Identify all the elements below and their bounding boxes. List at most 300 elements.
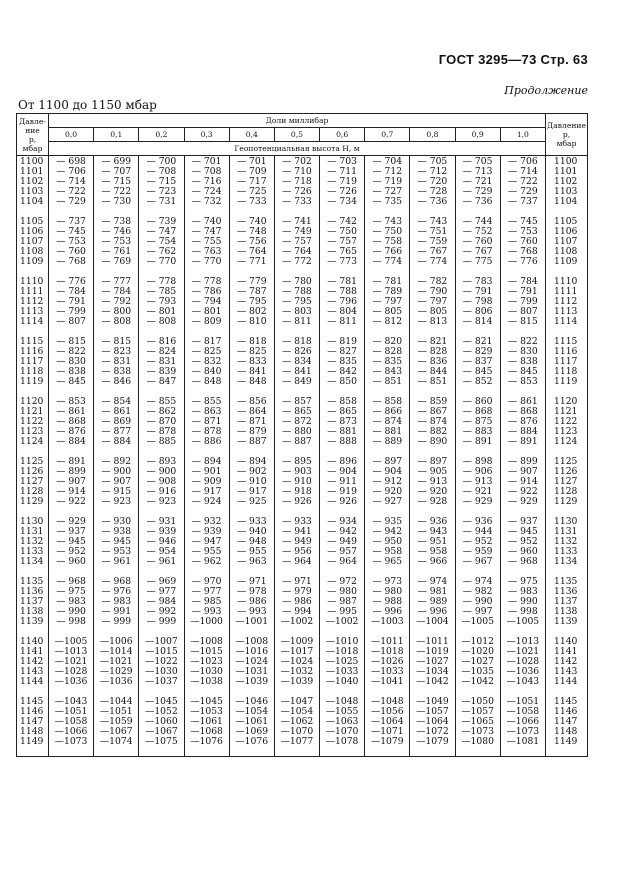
height-value: — 715 [101,176,132,187]
height-value: — 939 [146,526,177,537]
height-value: — 815 [101,336,132,347]
height-value: —1062 [280,716,314,727]
height-value: — 868 [462,406,493,417]
height-value: — 914 [508,476,538,487]
height-value: — 882 [417,426,448,437]
height-value: — 745 [508,216,538,227]
height-value: — 992 [146,606,177,617]
height-cell [365,276,410,336]
height-value: — 870 [146,416,177,427]
height-value: —1069 [235,726,269,737]
height-value: — 727 [372,186,403,197]
height-cell [455,156,500,217]
height-cell [274,456,319,516]
height-value: — 855 [146,396,177,407]
height-cell [274,696,319,757]
height-value: — 960 [508,546,538,557]
height-value: —1004 [416,616,449,627]
height-value: —1042 [416,676,449,687]
height-value: —1003 [371,616,404,627]
height-value: — 811 [327,316,357,327]
pressure-value: 1142 [554,656,578,667]
height-value: — 745 [56,226,86,237]
height-value: — 990 [56,606,86,617]
height-value: —1011 [416,636,449,647]
height-value: — 876 [508,416,538,427]
fraction-col-header: 0,6 [320,128,365,142]
height-value: — 846 [101,376,132,387]
height-value: —1002 [280,616,314,627]
height-value: — 916 [146,486,177,497]
height-value: —1009 [280,636,314,647]
height-cell [184,516,229,576]
height-value: — 874 [372,416,403,427]
pressure-value: 1125 [20,456,44,467]
fraction-col-header: 1,0 [500,128,545,142]
height-cell [229,156,274,217]
height-value: —1073 [54,736,88,747]
height-value: — 763 [191,246,222,257]
height-value: — 960 [56,556,86,567]
height-cell [365,516,410,576]
height-value: — 898 [462,456,493,467]
height-value: — 738 [101,216,132,227]
height-cell [49,216,94,276]
pressure-cell [17,216,49,276]
height-value: — 924 [191,496,222,507]
height-value: — 729 [508,186,538,197]
pressure-value: 1141 [20,646,44,657]
pressure-cell [17,336,49,396]
height-value: — 951 [417,536,448,547]
height-value: — 807 [56,316,86,327]
height-value: — 773 [327,256,357,267]
fraction-col-header: 0,2 [139,128,184,142]
height-value: — 964 [327,556,357,567]
height-value: — 868 [508,406,538,417]
left-pressure-header: Давле- ние p, мбар [17,114,49,156]
pressure-value: 1135 [20,576,44,587]
pressure-value: 1145 [554,696,578,707]
height-value: —1022 [145,656,178,667]
pressure-value: 1124 [554,436,578,447]
height-value: —1061 [190,716,223,727]
fraction-col-header: 0,1 [94,128,139,142]
height-value: — 998 [56,616,86,627]
height-value: — 724 [191,186,222,197]
height-value: — 780 [282,276,312,287]
pressure-value: 1144 [20,676,44,687]
height-value: — 947 [191,536,222,547]
height-value: — 735 [372,196,403,207]
height-value: — 897 [372,456,403,467]
height-value: — 910 [236,476,267,487]
height-cell [410,396,455,456]
height-value: —1008 [235,636,269,647]
table-row-block [17,396,588,456]
height-cell [184,576,229,636]
height-value: —1039 [280,676,314,687]
height-value: —1054 [280,706,314,717]
height-value: — 977 [191,586,222,597]
pressure-value: 1147 [554,716,578,727]
pressure-value: 1149 [20,736,44,747]
pressure-value: 1139 [554,616,578,627]
height-value: — 899 [56,466,86,477]
height-value: — 942 [372,526,403,537]
height-value: — 945 [56,536,86,547]
height-value: — 792 [101,296,132,307]
pressure-value: 1146 [554,706,578,717]
height-cell [320,276,365,336]
height-cell [49,516,94,576]
height-value: — 831 [146,356,177,367]
pressure-value: 1127 [554,476,578,487]
fraction-col-header: 0,9 [455,128,500,142]
height-value: — 850 [327,376,357,387]
height-cell [500,216,545,276]
height-value: — 881 [327,426,357,437]
height-cell [139,276,184,336]
height-cell [410,336,455,396]
pressure-value: 1148 [20,726,44,737]
height-value: — 881 [372,426,403,437]
height-cell [139,696,184,757]
height-value: — 907 [56,476,86,487]
height-value: — 838 [101,366,132,377]
height-value: — 835 [327,356,357,367]
height-value: — 966 [417,556,448,567]
height-value: — 980 [327,586,357,597]
height-value: — 797 [417,296,448,307]
height-cell [410,456,455,516]
height-value: —1072 [416,726,449,737]
height-cell [184,456,229,516]
height-value: —1053 [190,706,223,717]
height-value: —1068 [190,726,223,737]
height-value: — 950 [372,536,403,547]
height-value: — 980 [372,586,403,597]
height-value: — 707 [101,166,132,177]
height-value: — 820 [372,336,403,347]
pressure-value: 1141 [554,646,578,657]
pressure-value: 1133 [554,546,578,557]
height-value: — 764 [282,246,312,257]
height-value: — 772 [282,256,312,267]
height-value: — 855 [191,396,222,407]
height-value: — 785 [146,286,177,297]
table-row-block [17,516,588,576]
height-value: —1026 [371,656,404,667]
height-value: — 833 [236,356,267,367]
height-value: — 982 [462,586,493,597]
height-value: —1001 [235,616,269,627]
pressure-value: 1110 [554,276,578,287]
height-value: — 868 [56,416,86,427]
pressure-value: 1125 [554,456,578,467]
height-value: — 752 [462,226,493,237]
height-value: — 961 [146,556,177,567]
pressure-value: 1105 [554,216,578,227]
pressure-cell-right [546,216,588,276]
height-value: —1031 [235,666,269,677]
pressure-value: 1144 [554,676,578,687]
pressure-value: 1102 [20,176,44,187]
height-value: —1050 [461,696,494,707]
height-value: —1023 [190,656,223,667]
pressure-value: 1122 [20,416,44,427]
fraction-col-header: 0,3 [184,128,229,142]
height-value: — 795 [236,296,267,307]
height-value: — 903 [282,466,312,477]
height-value: — 702 [282,156,312,167]
height-value: — 904 [372,466,403,477]
height-value: — 791 [462,286,493,297]
height-value: — 715 [146,176,177,187]
height-value: — 757 [327,236,357,247]
height-value: — 917 [236,486,267,497]
height-value: — 976 [101,586,132,597]
height-value: — 784 [56,286,86,297]
height-value: — 779 [236,276,267,287]
height-cell [365,156,410,217]
height-value: — 800 [101,306,132,317]
fraction-col-header: 0,8 [410,128,455,142]
height-value: —1056 [371,706,404,717]
height-value: — 956 [282,546,312,557]
height-value: —1027 [461,656,494,667]
height-value: — 893 [146,456,177,467]
height-value: — 769 [101,256,132,267]
height-value: —1014 [99,646,133,657]
height-value: — 891 [56,456,86,467]
height-value: —1027 [416,656,449,667]
height-value: — 984 [146,596,177,607]
height-value: — 986 [236,596,267,607]
pressure-value: 1128 [20,486,44,497]
height-value: — 777 [101,276,132,287]
pressure-value: 1149 [554,736,578,747]
height-value: — 917 [191,486,222,497]
height-value: —1040 [325,676,359,687]
height-value: — 918 [282,486,312,497]
height-value: — 958 [372,546,403,557]
height-value: — 948 [236,536,267,547]
height-value: — 798 [462,296,493,307]
height-value: — 828 [372,346,403,357]
height-value: — 883 [462,426,493,437]
height-value: —1046 [235,696,269,707]
height-value: — 900 [101,466,132,477]
pressure-value: 1142 [20,656,44,667]
page-header: ГОСТ 3295—73 Стр. 63 [438,52,588,67]
pressure-value: 1134 [554,556,578,567]
height-value: — 781 [372,276,403,287]
height-cell [139,456,184,516]
height-value: — 853 [56,396,86,407]
pressure-value: 1131 [554,526,578,537]
height-value: — 834 [282,356,312,367]
height-value: — 993 [191,606,222,617]
height-cell [229,696,274,757]
height-value: — 938 [101,526,132,537]
height-value: — 737 [56,216,86,227]
height-value: — 804 [327,306,357,317]
height-value: —1064 [416,716,449,727]
height-value: — 825 [236,346,267,357]
height-value: — 809 [191,316,222,327]
table-row-block [17,336,588,396]
height-cell [500,396,545,456]
height-value: — 971 [236,576,267,587]
height-cell [274,156,319,217]
height-value: — 955 [236,546,267,557]
height-value: — 794 [191,296,222,307]
height-value: — 787 [236,286,267,297]
height-value: — 810 [236,316,267,327]
height-value: — 970 [191,576,222,587]
height-value: — 990 [508,596,538,607]
height-cell [500,636,545,696]
height-value: — 723 [146,186,177,197]
height-value: — 781 [327,276,357,287]
height-value: — 722 [101,186,132,197]
height-value: — 708 [146,166,177,177]
height-value: —1018 [325,646,359,657]
pressure-value: 1117 [20,356,44,367]
height-value: — 858 [327,396,357,407]
height-value: — 710 [282,166,312,177]
height-value: — 861 [101,406,132,417]
height-cell [455,696,500,757]
height-value: — 851 [372,376,403,387]
height-value: —1054 [235,706,269,717]
pressure-value: 1132 [20,536,44,547]
height-value: — 853 [508,376,538,387]
height-value: — 988 [372,596,403,607]
height-value: — 946 [146,536,177,547]
height-value: — 880 [282,426,312,437]
height-value: — 746 [101,226,132,237]
height-cell [274,276,319,336]
pressure-value: 1116 [554,346,578,357]
height-value: — 716 [191,176,222,187]
height-value: — 760 [508,236,538,247]
pressure-cell [17,276,49,336]
height-value: — 818 [236,336,267,347]
height-value: —1078 [325,736,359,747]
height-value: — 936 [462,516,493,527]
pressure-value: 1103 [20,186,44,197]
height-cell [184,636,229,696]
height-value: — 819 [327,336,357,347]
height-cell [320,636,365,696]
height-value: —1006 [99,636,133,647]
height-cell [455,396,500,456]
height-value: — 740 [236,216,267,227]
height-value: — 701 [191,156,222,167]
height-value: — 830 [56,356,86,367]
height-value: — 726 [327,186,357,197]
height-value: — 737 [508,196,538,207]
height-value: — 788 [327,286,357,297]
height-value: — 774 [417,256,448,267]
height-value: — 762 [146,246,177,257]
pressure-value: 1138 [554,606,578,617]
pressure-value: 1100 [20,156,44,167]
height-value: —1007 [145,636,178,647]
height-value: — 829 [462,346,493,357]
height-value: — 732 [191,196,222,207]
pressure-cell [17,576,49,636]
height-value: —1005 [54,636,88,647]
pressure-value: 1124 [20,436,44,447]
height-value: — 799 [56,306,86,317]
height-value: — 831 [101,356,132,367]
height-cell [184,156,229,217]
height-value: — 990 [462,596,493,607]
height-value: — 986 [282,596,312,607]
height-value: —1049 [416,696,449,707]
height-value: — 939 [191,526,222,537]
pressure-cell-right [546,336,588,396]
table-row-block [17,576,588,636]
height-cell [184,396,229,456]
height-cell [94,336,139,396]
height-value: —1064 [371,716,404,727]
height-value: —1076 [190,736,223,747]
height-value: — 814 [462,316,493,327]
pressure-value: 1114 [20,316,44,327]
pressure-value: 1109 [20,256,44,267]
table-row-block [17,156,588,217]
height-value: — 725 [236,186,267,197]
height-value: —1058 [54,716,88,727]
height-value: — 768 [56,256,86,267]
height-value: — 978 [236,586,267,597]
height-value: — 733 [236,196,267,207]
height-value: —1058 [506,706,540,717]
height-value: — 940 [236,526,267,537]
pressure-value: 1120 [554,396,578,407]
height-cell [410,576,455,636]
height-value: — 841 [236,366,267,377]
height-value: — 821 [417,336,448,347]
pressure-value: 1140 [554,636,578,647]
height-value: — 774 [372,256,403,267]
height-value: — 797 [372,296,403,307]
height-value: — 761 [101,246,132,257]
height-value: — 717 [236,176,267,187]
height-header: Геопотенциальная высота H, м [49,142,546,156]
height-cell [410,216,455,276]
height-cell [500,516,545,576]
height-cell [94,396,139,456]
height-value: — 713 [462,166,493,177]
height-value: — 811 [282,316,312,327]
height-value: — 904 [327,466,357,477]
height-value: —1039 [235,676,269,687]
height-value: —1065 [461,716,494,727]
height-cell [94,696,139,757]
height-value: — 871 [236,416,267,427]
pressure-value: 1134 [20,556,44,567]
pressure-cell [17,696,49,757]
height-value: — 796 [327,296,357,307]
height-value: — 937 [56,526,86,537]
height-value: —1010 [325,636,359,647]
height-value: —1066 [506,716,540,727]
